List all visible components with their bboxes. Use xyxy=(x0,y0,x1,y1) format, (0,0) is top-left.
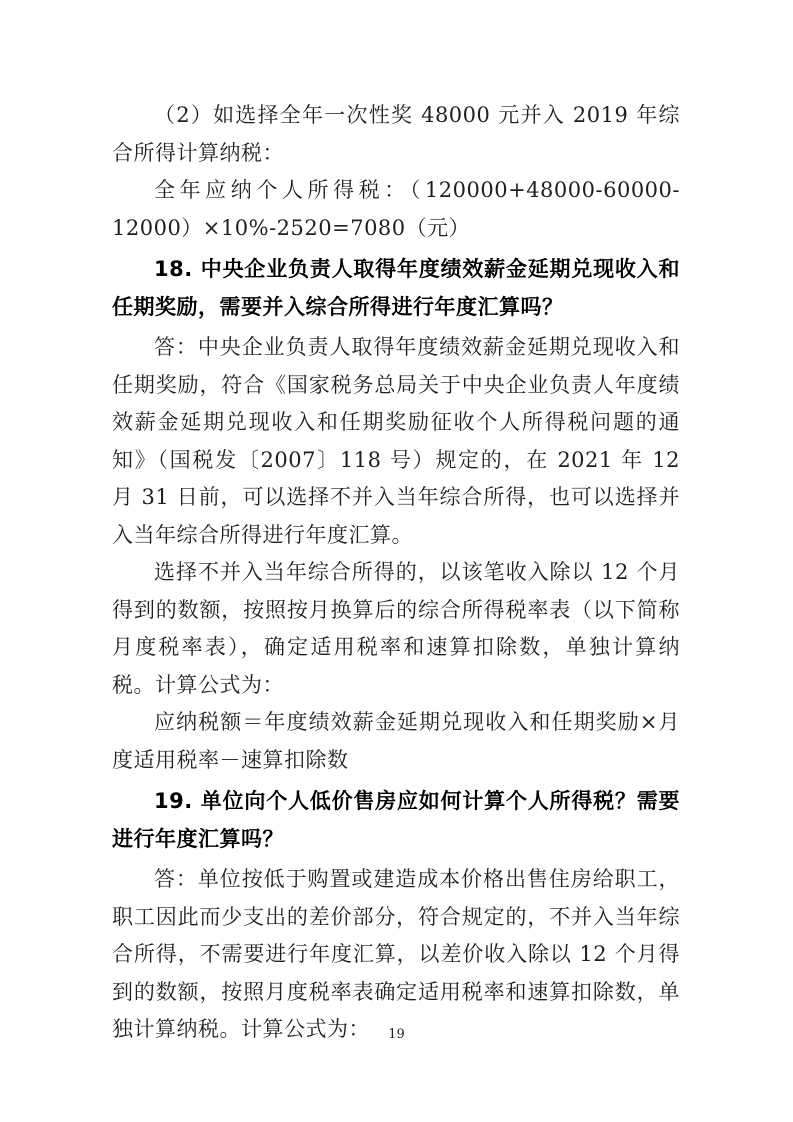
page-number: 19 xyxy=(388,1027,405,1042)
paragraph-example-case-2: （2）如选择全年一次性奖 48000 元并入 2019 年综合所得计算纳税： xyxy=(112,103,680,165)
paragraph-tax-calculation: 全年应纳个人所得税：（120000+48000-60000-12000）×10%-2520=7080（元） xyxy=(112,178,680,240)
page-body-text xyxy=(112,97,680,1049)
question-18-heading: 18. 中央企业负责人取得年度绩效薪金延期兑现收入和任期奖励，需要并入综合所得进行年度汇算吗？ xyxy=(112,257,680,319)
question-19-heading: 19. 单位向个人低价售房应如何计算个人所得税？需要进行年度汇算吗？ xyxy=(112,789,680,851)
paragraph-answer-18-formula: 应纳税额＝年度绩效薪金延期兑现收入和任期奖励×月度适用税率－速算扣除数 xyxy=(112,710,680,772)
paragraph-answer-19: 答：单位按低于购置或建造成本价格出售住房给职工，职工因此而少支出的差价部分，符合规定的，不并入当年综合所得，不需要进行年度汇算，以差价收入除以 12 个月得到的数额，按照月度税率表确定适用税率和速算扣除数，单独计算纳税。计算公式为： xyxy=(112,867,680,1041)
paragraph-answer-18-policy: 答：中央企业负责人取得年度绩效薪金延期兑现收入和任期奖励，符合《国家税务总局关于中央企业负责人年度绩效薪金延期兑现收入和任期奖励征收个人所得税问题的通知》（国税发〔2007〕118 号）规定的，在 2021 年 12 月 31 日前，可以选择不并入当年综合所得，也可以选择并入当年综合所得进行年度汇算。 xyxy=(112,335,680,547)
paragraph-answer-18-method: 选择不并入当年综合所得的，以该笔收入除以 12 个月得到的数额，按照按月换算后的综合所得税率表（以下简称月度税率表），确定适用税率和速算扣除数，单独计算纳税。计算公式为： xyxy=(112,560,680,697)
